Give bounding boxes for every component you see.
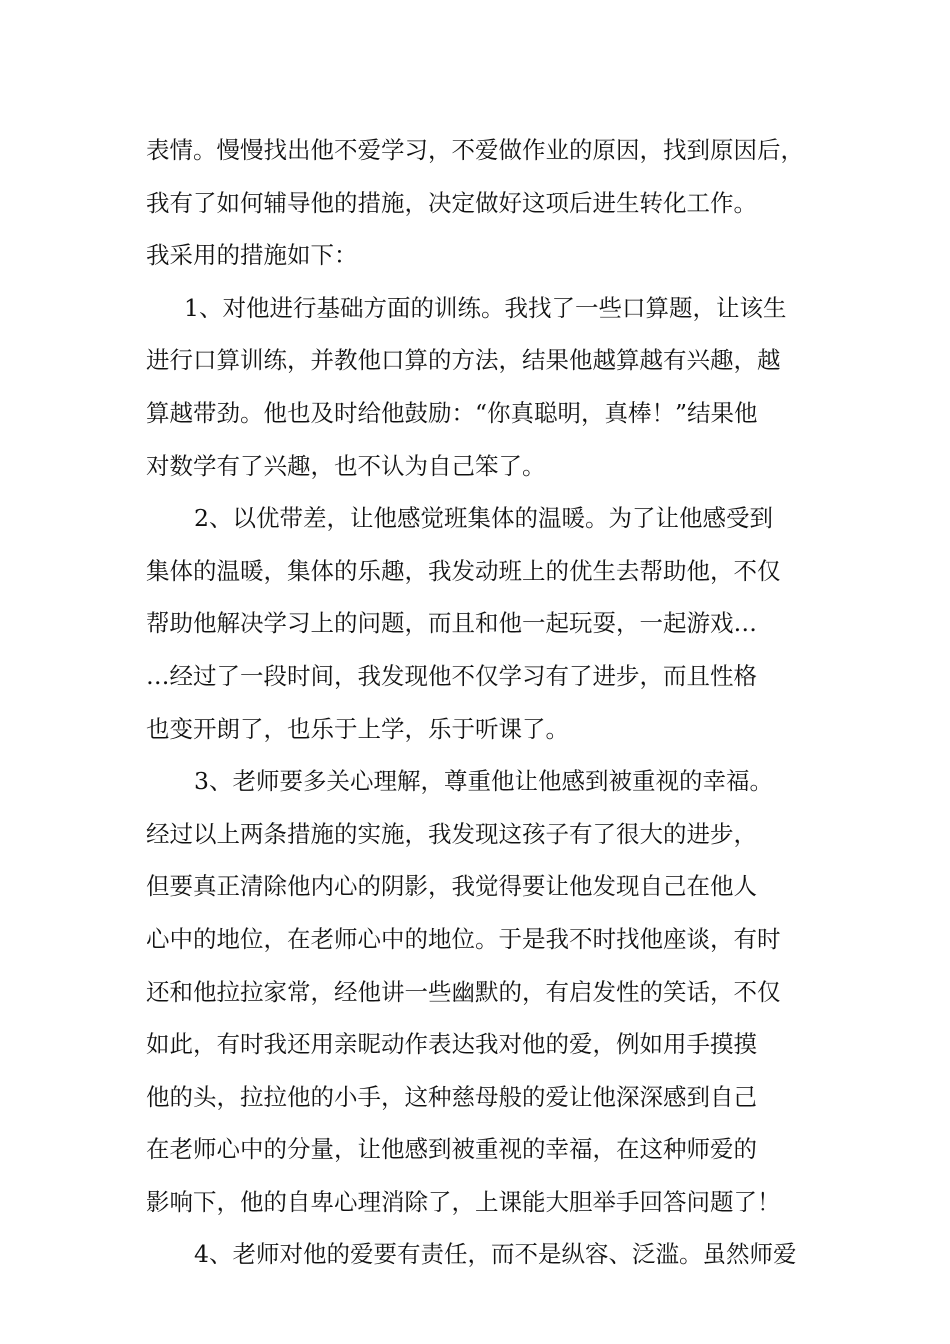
text-line: 心中的地位，在老师心中的地位。于是我不时找他座谈，有时 <box>146 924 781 953</box>
text-line: 如此，有时我还用亲昵动作表达我对他的爱，例如用手摸摸 <box>146 1030 757 1059</box>
text-line: 但要真正清除他内心的阴影，我觉得要让他发现自己在他人 <box>146 872 757 901</box>
text-line: 经过以上两条措施的实施，我发现这孩子有了很大的进步， <box>146 819 757 848</box>
text-line: 进行口算训练，并教他口算的方法，结果他越算越有兴趣，越 <box>146 346 781 375</box>
text-line: 表情。慢慢找出他不爱学习，不爱做作业的原因，找到原因后， <box>146 136 804 164</box>
text-line: 对数学有了兴趣，也不认为自己笨了。 <box>146 451 546 480</box>
text-line: 他的头，拉拉他的小手，这种慈母般的爱让他深深感到自己 <box>146 1082 757 1111</box>
text-line: 帮助他解决学习上的问题，而且和他一起玩耍，一起游戏… <box>146 609 757 638</box>
list-item-heading-2: 2、以优带差，让他感觉班集体的温暖。为了让他感受到 <box>194 504 773 533</box>
text-line: 我有了如何辅导他的措施，决定做好这项后进生转化工作。 <box>146 188 757 217</box>
body-text <box>146 124 826 1281</box>
text-line: 我采用的措施如下： <box>146 241 358 270</box>
text-line: 集体的温暖，集体的乐趣，我发动班上的优生去帮助他，不仅 <box>146 556 781 585</box>
text-line: …经过了一段时间，我发现他不仅学习有了进步，而且性格 <box>146 661 757 690</box>
text-line: 还和他拉拉家常，经他讲一些幽默的，有启发性的笑话，不仅 <box>146 977 781 1006</box>
text-line: 也变开朗了，也乐于上学，乐于听课了。 <box>146 714 569 743</box>
text-line: 算越带劲。他也及时给他鼓励：“你真聪明，真棒！”结果他 <box>146 398 758 427</box>
list-item-heading-1: 1、对他进行基础方面的训练。我找了一些口算题，让该生 <box>184 293 787 322</box>
text-line: 在老师心中的分量，让他感到被重视的幸福，在这种师爱的 <box>146 1135 757 1164</box>
list-item-heading-3: 3、老师要多关心理解，尊重他让他感到被重视的幸福。 <box>194 767 773 796</box>
list-item-heading-4: 4、老师对他的爱要有责任，而不是纵容、泛滥。虽然师爱 <box>194 1240 797 1269</box>
text-line: 影响下，他的自卑心理消除了，上课能大胆举手回答问题了！ <box>146 1187 781 1216</box>
